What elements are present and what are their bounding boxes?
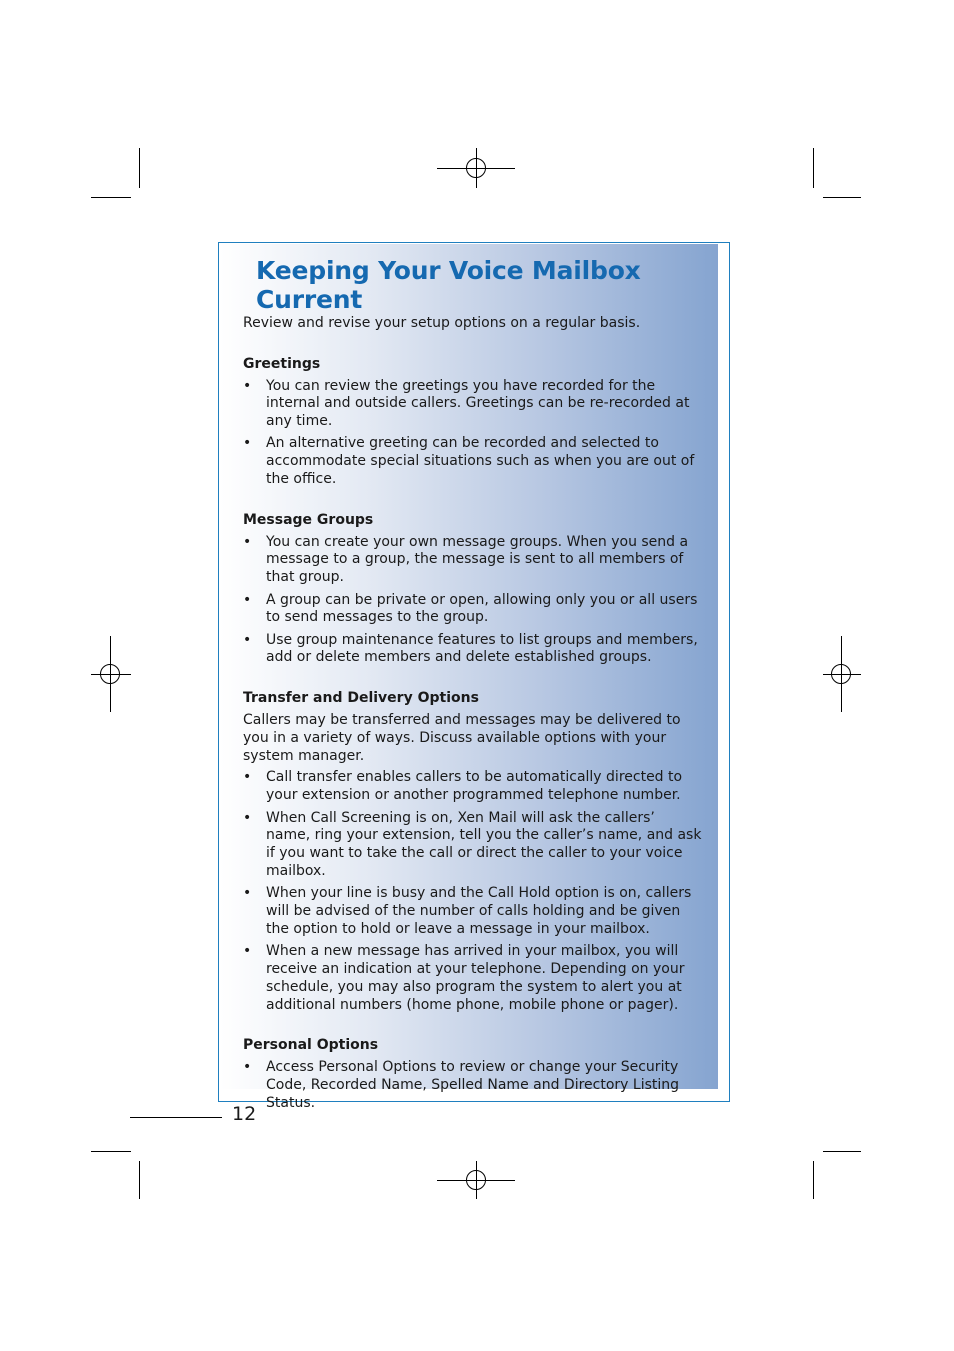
crop-mark-bottom-left-horizontal (91, 1151, 131, 1152)
bullet-list (243, 378, 703, 489)
crop-mark-top-left-horizontal (91, 197, 131, 198)
section-heading: Greetings (243, 355, 321, 372)
list-item-text: When a new message has arrived in your mailbox, you will receive an indication at your telephone. Depending on your schedule, you may also program the system to alert you at additional numbers (home phone, mobile phone or pager). (266, 943, 685, 1013)
bullet-dot: • (243, 591, 252, 608)
bullet-dot: • (243, 885, 252, 902)
bullet-dot: • (243, 631, 252, 648)
bullet-dot: • (243, 943, 252, 960)
section-transfer-delivery (243, 690, 703, 1014)
list-item (243, 1059, 703, 1112)
crop-mark-top-right-vertical (813, 148, 814, 188)
crop-mark-top-left-vertical (139, 148, 140, 188)
bullet-dot: • (243, 435, 252, 452)
list-item-text: When Call Screening is on, Xen Mail will ask the callers’ name, ring your extension, tell you the caller’s name, and ask if you want to take the call or direct the caller to your voice mailbox. (266, 809, 702, 879)
list-item (243, 592, 703, 628)
section-message-groups (243, 512, 703, 667)
intro-text: Review and revise your setup options on a regular basis. (243, 315, 641, 331)
list-item-text: When your line is busy and the Call Hold option is on, callers will be advised of the number of calls holding and be given the option to hold or leave a message in your mailbox. (266, 885, 692, 937)
section-personal-options (243, 1037, 703, 1112)
list-item (243, 378, 703, 431)
gradient-panel (220, 244, 718, 1111)
section-heading: Transfer and Delivery Options (243, 690, 479, 707)
list-item-text: You can create your own message groups. When you send a message to a group, the message is sent to all members of that group. (266, 533, 689, 586)
crop-mark-top-right-horizontal (823, 197, 861, 198)
list-item-text: An alternative greeting can be recorded and selected to accommodate special situations such as when you are out of the office. (266, 435, 695, 488)
bullet-dot: • (243, 1059, 252, 1076)
bullet-list (243, 769, 703, 1014)
bullet-list (243, 1059, 703, 1112)
section-paragraph: Callers may be transferred and messages may be delivered to you in a variety of ways. Discuss available options with your system manager. (243, 712, 681, 764)
bullet-dot: • (243, 377, 252, 394)
list-item (243, 810, 703, 881)
page-title: Keeping Your Voice Mailbox Current (256, 256, 641, 314)
crop-mark-bottom-left-vertical (139, 1161, 140, 1199)
content-frame (218, 242, 730, 1111)
list-item (243, 885, 703, 938)
page-number: 12 (232, 1103, 257, 1125)
crop-mark-bottom-right-vertical (813, 1161, 814, 1199)
bullet-dot: • (243, 769, 252, 786)
content-body (243, 315, 703, 1117)
list-item-text: Call transfer enables callers to be automatically directed to your extension or another programmed telephone number. (266, 769, 683, 804)
page-number-rule (130, 1117, 222, 1118)
section-heading: Personal Options (243, 1037, 379, 1054)
list-item (243, 943, 703, 1014)
section-greetings (243, 356, 703, 489)
bullet-dot: • (243, 533, 252, 550)
list-item (243, 769, 703, 805)
bullet-list (243, 534, 703, 668)
list-item (243, 435, 703, 488)
list-item (243, 534, 703, 587)
section-heading: Message Groups (243, 511, 374, 528)
crop-mark-bottom-right-horizontal (823, 1151, 861, 1152)
list-item-text: A group can be private or open, allowing only you or all users to send messages to the group. (266, 591, 698, 626)
list-item (243, 632, 703, 668)
list-item-text: You can review the greetings you have recorded for the internal and outside callers. Greetings can be re-recorded at any time. (266, 377, 690, 430)
list-item-text: Use group maintenance features to list groups and members, add or delete members and delete established groups. (266, 631, 698, 666)
bullet-dot: • (243, 809, 252, 826)
list-item-text: Access Personal Options to review or change your Security Code, Recorded Name, Spelled Name and Directory Listing Status. (266, 1059, 680, 1111)
